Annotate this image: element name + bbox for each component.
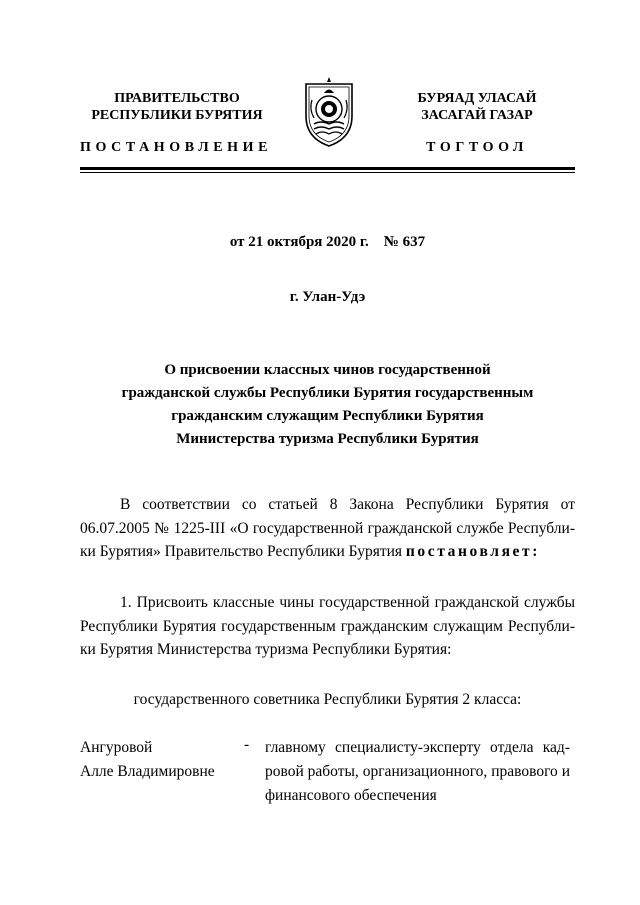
appointee-surname: Ангуровой: [80, 739, 153, 756]
preamble-paragraph: [80, 493, 575, 564]
resolves-keyword: постановляет:: [405, 543, 541, 560]
position-line: финансового обеспечения: [265, 787, 437, 804]
item-1-paragraph: [80, 591, 575, 662]
date-number-line: [80, 234, 575, 251]
left-org-line-2: РЕСПУБЛИКИ БУРЯТИЯ: [91, 108, 263, 123]
appointee-given-name: Алле Владимировне: [80, 763, 215, 780]
header-rule-thin: [80, 172, 575, 173]
title-line: гражданской службы Республики Бурятия государственным: [121, 385, 534, 401]
left-doc-type: ПОСТАНОВЛЕНИЕ: [80, 140, 273, 155]
item-1-line: 1. Присвоить классные чины государственной гражданской службы: [120, 594, 575, 611]
right-org-name: [382, 90, 572, 124]
preamble-line: 06.07.2005 № 1225-III «О государственной гражданской службе Республи-: [80, 519, 575, 537]
right-org-line-2: ЗАСАГАЙ ГАЗАР: [421, 108, 533, 123]
item-1-line: Республики Бурятия государственным гражданским служащим Республи-: [80, 617, 575, 635]
title-line: гражданским служащим Республики Бурятия: [171, 408, 484, 424]
preamble-text: ки Бурятия» Правительство Республики Бурятия: [80, 543, 406, 560]
city-line: г. Улан-Удэ: [289, 289, 366, 305]
left-org-name: [82, 90, 272, 124]
right-doc-type: ТОГТООЛ: [426, 140, 528, 155]
document-title: [80, 359, 575, 451]
preamble-line: В соответствии со статьей 8 Закона Республики Бурятия от: [120, 496, 575, 513]
document-number: № 637: [383, 234, 426, 250]
preamble-line: [80, 540, 575, 564]
coat-of-arms-icon: [300, 76, 358, 148]
appointee-name: [80, 736, 260, 784]
appointee-dash: -: [244, 736, 250, 753]
item-1-line: ки Бурятия Министерства туризма Республики Бурятия:: [80, 641, 452, 658]
title-line: О присвоении классных чинов государственной: [164, 362, 491, 378]
rank-heading: государственного советника Республики Бурятия 2 класса:: [133, 691, 522, 708]
left-org-line-1: ПРАВИТЕЛЬСТВО: [114, 91, 240, 106]
header-rule-thick: [80, 167, 575, 170]
position-line: ровой работы, организационного, правового и: [265, 763, 570, 780]
position-line: главному специалисту-эксперту отдела кад-: [265, 739, 570, 756]
appointee-position: [265, 736, 570, 808]
title-line: Министерства туризма Республики Бурятия: [176, 431, 479, 447]
right-org-line-1: БУРЯАД УЛАСАЙ: [417, 91, 537, 106]
document-date: от 21 октября 2020 г.: [229, 234, 369, 250]
